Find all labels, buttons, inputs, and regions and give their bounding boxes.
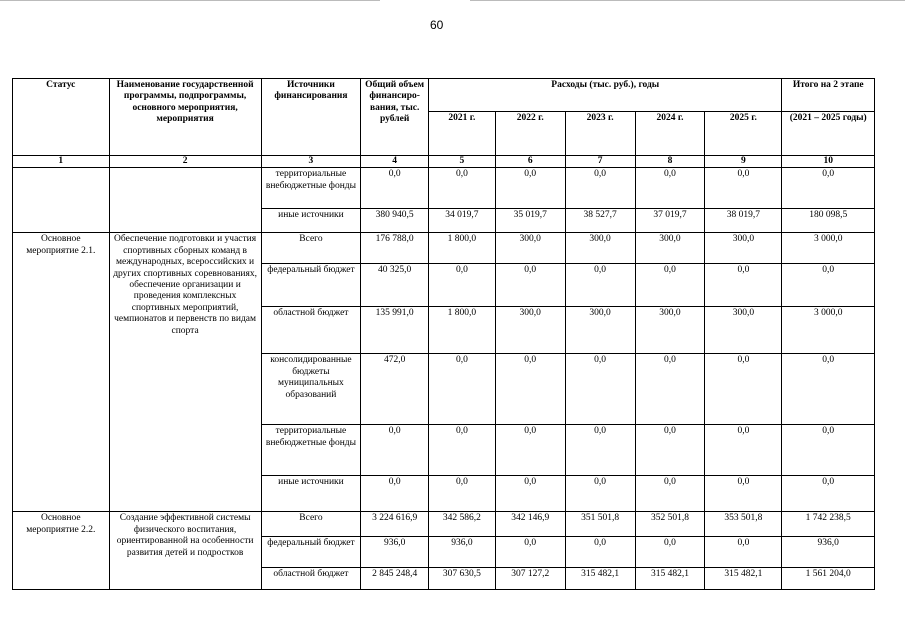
name-cell	[109, 168, 261, 233]
value-cell: 351 501,8	[565, 512, 635, 537]
value-cell: 936,0	[361, 537, 429, 568]
value-cell: 0,0	[565, 476, 635, 512]
source-cell: территориальные внебюджетные фонды	[261, 168, 361, 209]
value-cell: 3 000,0	[782, 307, 875, 354]
value-cell: 0,0	[782, 264, 875, 307]
source-cell: Всего	[261, 233, 361, 264]
col-number: 4	[361, 156, 429, 168]
source-cell: областной бюджет	[261, 568, 361, 590]
value-cell: 0,0	[495, 264, 565, 307]
value-cell: 0,0	[565, 264, 635, 307]
source-cell: областной бюджет	[261, 307, 361, 354]
top-rule-right	[470, 0, 905, 1]
value-cell: 0,0	[495, 354, 565, 425]
header-sources: Источники финансирования	[261, 79, 361, 156]
col-number: 3	[261, 156, 361, 168]
value-cell: 0,0	[495, 476, 565, 512]
value-cell: 0,0	[705, 537, 782, 568]
value-cell: 342 586,2	[429, 512, 496, 537]
value-cell: 40 325,0	[361, 264, 429, 307]
status-cell	[13, 168, 110, 233]
col-number: 10	[782, 156, 875, 168]
value-cell: 0,0	[429, 476, 496, 512]
value-cell: 0,0	[429, 264, 496, 307]
value-cell: 0,0	[635, 537, 705, 568]
value-cell: 1 742 238,5	[782, 512, 875, 537]
value-cell: 380 940,5	[361, 209, 429, 233]
col-number: 5	[429, 156, 496, 168]
header-name: Наименование государственной программы, подпрограммы, основного мероприятия, мероприятия	[109, 79, 261, 156]
name-cell: Создание эффективной системы физического воспитания, ориентированной на особенности развития детей и подростков	[109, 512, 261, 590]
col-number: 8	[635, 156, 705, 168]
value-cell: 35 019,7	[495, 209, 565, 233]
value-cell: 342 146,9	[495, 512, 565, 537]
value-cell: 38 019,7	[705, 209, 782, 233]
header-year-2025: 2025 г.	[705, 112, 782, 156]
source-cell: федеральный бюджет	[261, 264, 361, 307]
value-cell: 0,0	[635, 168, 705, 209]
value-cell: 0,0	[495, 168, 565, 209]
value-cell: 0,0	[565, 354, 635, 425]
value-cell: 0,0	[565, 168, 635, 209]
col-number: 9	[705, 156, 782, 168]
value-cell: 0,0	[495, 537, 565, 568]
value-cell: 315 482,1	[635, 568, 705, 590]
header-expenses: Расходы (тыс. руб.), годы	[429, 79, 782, 112]
budget-table	[12, 78, 875, 590]
value-cell: 0,0	[635, 425, 705, 476]
value-cell: 0,0	[429, 168, 496, 209]
value-cell: 0,0	[361, 425, 429, 476]
value-cell: 0,0	[635, 476, 705, 512]
value-cell: 352 501,8	[635, 512, 705, 537]
table-row	[13, 512, 875, 537]
value-cell: 0,0	[495, 425, 565, 476]
value-cell: 300,0	[565, 233, 635, 264]
value-cell: 0,0	[782, 168, 875, 209]
value-cell: 1 800,0	[429, 307, 496, 354]
value-cell: 315 482,1	[565, 568, 635, 590]
value-cell: 34 019,7	[429, 209, 496, 233]
value-cell: 1 561 204,0	[782, 568, 875, 590]
value-cell: 300,0	[495, 233, 565, 264]
source-cell: иные источники	[261, 476, 361, 512]
source-cell: территориальные внебюджетные фонды	[261, 425, 361, 476]
value-cell: 0,0	[635, 354, 705, 425]
value-cell: 936,0	[429, 537, 496, 568]
page-number: 60	[430, 18, 444, 32]
status-cell: Основное мероприятие 2.2.	[13, 512, 110, 590]
status-cell: Основное мероприятие 2.1.	[13, 233, 110, 512]
value-cell: 315 482,1	[705, 568, 782, 590]
value-cell: 3 224 616,9	[361, 512, 429, 537]
value-cell: 38 527,7	[565, 209, 635, 233]
source-cell: федеральный бюджет	[261, 537, 361, 568]
header-year-2021: 2021 г.	[429, 112, 496, 156]
value-cell: 0,0	[361, 476, 429, 512]
value-cell: 135 991,0	[361, 307, 429, 354]
header-year-2023: 2023 г.	[565, 112, 635, 156]
value-cell: 0,0	[705, 425, 782, 476]
value-cell: 300,0	[565, 307, 635, 354]
value-cell: 353 501,8	[705, 512, 782, 537]
value-cell: 0,0	[635, 264, 705, 307]
table-row	[13, 168, 875, 209]
value-cell: 180 098,5	[782, 209, 875, 233]
value-cell: 300,0	[635, 307, 705, 354]
value-cell: 300,0	[635, 233, 705, 264]
value-cell: 300,0	[495, 307, 565, 354]
value-cell: 300,0	[705, 233, 782, 264]
value-cell: 300,0	[705, 307, 782, 354]
header-total: Общий объем финансиро-вания, тыс. рублей	[361, 79, 429, 156]
top-rule-left	[0, 0, 380, 1]
value-cell: 0,0	[705, 168, 782, 209]
value-cell: 0,0	[565, 537, 635, 568]
value-cell: 1 800,0	[429, 233, 496, 264]
table-row	[13, 233, 875, 264]
value-cell: 0,0	[782, 354, 875, 425]
header-itog: Итого на 2 этапе	[782, 79, 875, 112]
source-cell: Всего	[261, 512, 361, 537]
value-cell: 0,0	[782, 476, 875, 512]
value-cell: 0,0	[705, 354, 782, 425]
value-cell: 3 000,0	[782, 233, 875, 264]
value-cell: 176 788,0	[361, 233, 429, 264]
header-year-2022: 2022 г.	[495, 112, 565, 156]
value-cell: 2 845 248,4	[361, 568, 429, 590]
col-number: 1	[13, 156, 110, 168]
header-status: Статус	[13, 79, 110, 156]
value-cell: 472,0	[361, 354, 429, 425]
col-number: 2	[109, 156, 261, 168]
value-cell: 307 630,5	[429, 568, 496, 590]
value-cell: 307 127,2	[495, 568, 565, 590]
header-itog-years: (2021 – 2025 годы)	[782, 112, 875, 156]
value-cell: 0,0	[565, 425, 635, 476]
col-number: 6	[495, 156, 565, 168]
name-cell: Обеспечение подготовки и участия спортивных сборных команд в международных, всероссийских и других спортивных соревнованиях, обеспечение организации и проведения комплексных спортивных мероприятий, чемпионатов и первенств по видам спорта	[109, 233, 261, 512]
value-cell: 0,0	[705, 476, 782, 512]
value-cell: 0,0	[361, 168, 429, 209]
value-cell: 936,0	[782, 537, 875, 568]
value-cell: 0,0	[429, 354, 496, 425]
value-cell: 37 019,7	[635, 209, 705, 233]
value-cell: 0,0	[429, 425, 496, 476]
source-cell: консолидированные бюджеты муниципальных образований	[261, 354, 361, 425]
header-year-2024: 2024 г.	[635, 112, 705, 156]
value-cell: 0,0	[782, 425, 875, 476]
source-cell: иные источники	[261, 209, 361, 233]
value-cell: 0,0	[705, 264, 782, 307]
col-number: 7	[565, 156, 635, 168]
